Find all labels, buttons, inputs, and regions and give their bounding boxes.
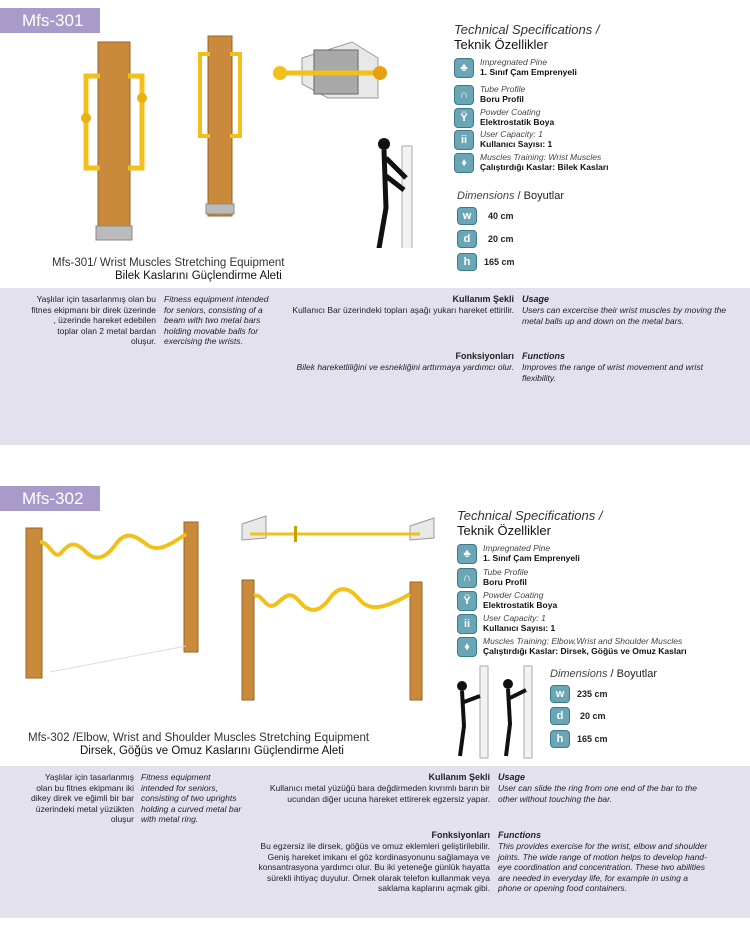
depth-icon: d [550,707,570,725]
spec-title-tr: Teknik Özellikler [454,37,548,52]
muscle-icon: ♦ [454,153,474,173]
usage-heading-en: Usage [522,294,550,304]
usage-heading-tr: Kullanım Şekli [428,772,490,782]
spec-row-capacity: ii User Capacity: 1 Kullanıcı Sayısı: 1 [454,129,744,153]
user-figures-image [450,660,542,760]
functions-text-tr: Bu egzersiz ile dirsek, göğüs ve omuz eklemleri geliştirilebilir. Geniş hareket imkanı el göz kordinasyonunu sağlamaya ve konsantrasyona yardımcı olur. Bu iki yeteneğe günlük hayatta sürekli ihtiyaç duyulur. Örnek olarak telefon kullanmak veya saklama kaplarını açmak gibi. [258,841,490,894]
product-title-en: Mfs-302 /Elbow, Wrist and Shoulder Muscles Stretching Equipment [28,732,370,744]
width-icon: w [457,207,477,225]
spec-row-muscles: ♦ Muscles Training: Elbow,Wrist and Shoulder Muscles Çalıştırdığı Kaslar: Dirsek, Göğüs ve Omuz Kasları [457,636,747,660]
spec-title-en: Technical Specifications / [454,22,600,37]
spec-row-material: ♣ Impregnated Pine 1. Sınıf Çam Emprenyeli [457,543,747,567]
product-code-tag: Mfs-301 [0,8,100,33]
description-tr: Yaşlılar için tasarlanmış olan bu fitnes ekipmanı bir direk üzerinde , üzerinde hareket edebilen toplar olan 2 metal bardan oluşur. [31,294,156,347]
height-icon: h [457,253,477,271]
dimensions-title: Dimensions / Boyutlar [550,668,657,680]
product-image-mfs-302 [20,512,450,757]
spec-title-tr: Teknik Özellikler [457,523,551,538]
height-value: 165 cm [577,734,608,744]
usage-text-en: User can slide the ring from one end of the bar to the other without touching the bar. [498,783,697,804]
functions-text-tr: Bilek hareketliliğini ve esnekliğini arttırmaya yardımcı olur. [296,362,514,372]
product-code-tag: Mfs-302 [0,486,100,511]
spec-row-coating: Ÿ Powder Coating Elektrostatik Boya [457,590,747,614]
width-value: 235 cm [577,689,608,699]
functions-heading-en: Functions [522,351,565,361]
spec-title-en: Technical Specifications / [457,508,603,523]
users-icon: ii [454,130,474,150]
usage-heading-en: Usage [498,772,526,782]
powder-coating-icon: Ÿ [457,591,477,611]
spec-row-material: ♣ Impregnated Pine 1. Sınıf Çam Emprenyeli [454,57,744,81]
usage-text-tr: Kullanıcı metal yüzüğü bara değdirmeden kıvrımlı barın bir ucundan diğer ucuna hareket ettirerek egzersiz yapar. [269,783,490,804]
powder-coating-icon: Ÿ [454,108,474,128]
spec-row-tube: ∩ Tube Profile Boru Profil [454,84,744,108]
product-title-tr: Bilek Kaslarını Güçlendirme Aleti [115,270,282,282]
description-en: Fitness equipment intended for seniors, consisting of two uprights holding a curved metal bar with metal ring. [141,772,242,825]
functions-heading-en: Functions [498,830,541,840]
pine-icon: ♣ [454,58,474,78]
product-image-mfs-301 [40,28,450,248]
dimensions-title: Dimensions / Boyutlar [457,190,564,202]
functions-text-en: Improves the range of wrist movement and wrist flexibility. [522,362,703,383]
description-en: Fitness equipment intended for seniors, consisting of a beam with two metal bars holding movable balls for exercising the wrists. [164,294,269,347]
product-title-en: Mfs-301/ Wrist Muscles Stretching Equipment [52,257,285,269]
tube-icon: ∩ [454,85,474,105]
usage-heading-tr: Kullanım Şekli [452,294,514,304]
pine-icon: ♣ [457,544,477,564]
depth-value: 20 cm [580,711,606,721]
width-value: 40 cm [488,211,514,221]
usage-text-en: Users can excercise their wrist muscles by moving the metal balls up and down on the metal bars. [522,305,727,326]
usage-text-tr: Kullanıcı Bar üzerindeki topları aşağı yukarı hareket ettirilir. [292,305,514,315]
spec-row-muscles: ♦ Muscles Training: Wrist Muscles Çalıştırdığı Kaslar: Bilek Kasları [454,152,744,176]
functions-heading-tr: Fonksiyonları [431,830,490,840]
tube-icon: ∩ [457,568,477,588]
width-icon: w [550,685,570,703]
height-value: 165 cm [484,257,515,267]
product-title-tr: Dirsek, Göğüs ve Omuz Kaslarını Güçlendirme Aleti [80,745,344,757]
spec-row-tube: ∩ Tube Profile Boru Profil [457,567,747,591]
functions-text-en: This provides exercise for the wrist, elbow and shoulder joints. The wide range of motion helps to develop hand-eye coordination and concentration. These two abilities are needed in everyday life, for example in using a phone or opening food containers. [498,841,708,894]
depth-icon: d [457,230,477,248]
functions-heading-tr: Fonksiyonları [455,351,514,361]
description-tr: Yaşlılar için tasarlanmış olan bu fitnes ekipmanı iki dikey direk ve eğimli bir bar üzerindeki metal yüzükten oluşur [31,772,134,825]
spec-row-capacity: ii User Capacity: 1 Kullanıcı Sayısı: 1 [457,613,747,637]
height-icon: h [550,730,570,748]
muscle-icon: ♦ [457,637,477,657]
users-icon: ii [457,614,477,634]
spec-row-coating: Ÿ Powder Coating Elektrostatik Boya [454,107,744,131]
depth-value: 20 cm [488,234,514,244]
